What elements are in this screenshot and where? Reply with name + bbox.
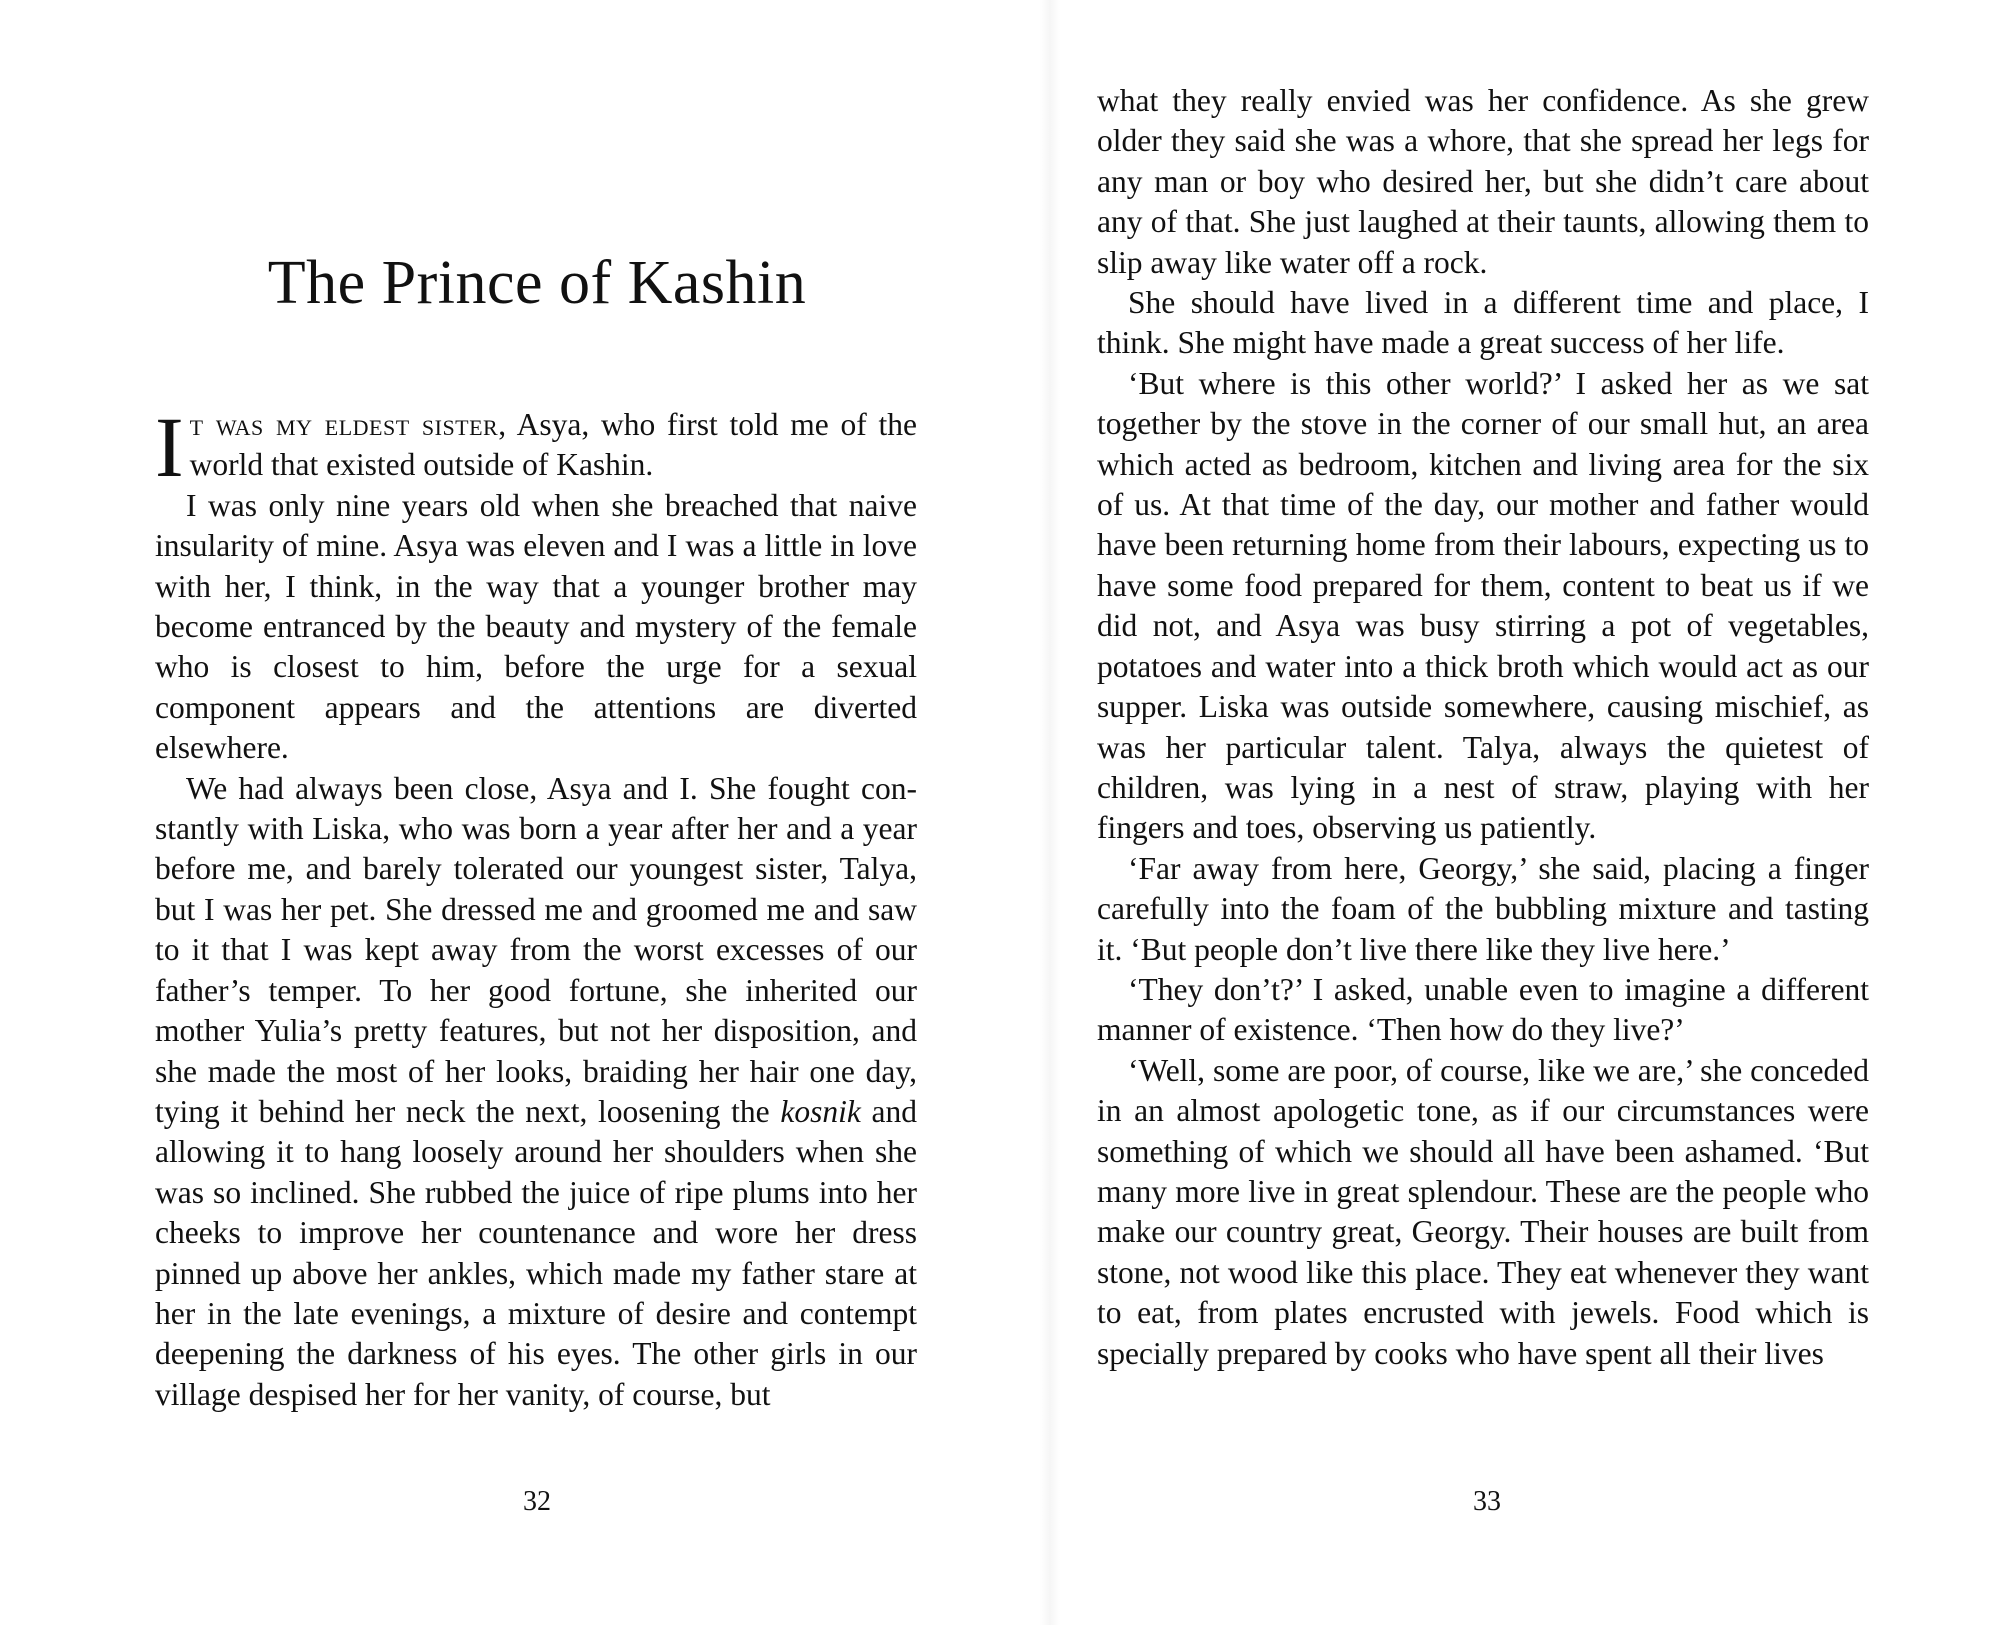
right-page <box>1060 0 2000 1625</box>
paragraph: ‘Far away from here, Georgy,’ she said, placing a finger carefully into the foam of the bubbling mixture and tasting it. ‘But people don’t live there like they live here.’ <box>1097 850 1869 967</box>
opening-paragraph <box>155 399 918 495</box>
italic-term: kosnik <box>780 1093 861 1129</box>
page-number-left: 32 <box>523 1486 551 1517</box>
paragraph <box>155 769 917 1416</box>
paragraph: ‘Well, some are poor, of course, like we are,’ she conceded in an almost apologetic tone, as if our circumstances were something of which we should all have been ashamed. ‘But many more live in great splendour. These are the people who make our country great, Georgy. Their houses are built from stone, not wood like this place. They eat whenever they want to eat, from plates encrusted with jewels. Food which is specially prepared by cooks who have spent all their lives <box>1097 1052 1869 1371</box>
drop-cap: I <box>155 399 184 495</box>
paragraph-text: and allowing it to hang loosely around her shoulders when she was so inclined. She rubbed the juice of ripe plums into her cheeks to improve her countenance and wore her dress pinned up above her ankles, which made my father stare at her in the late evenings, a mixture of desire and contempt deepening the darkness of his eyes. The other girls in our village despised her for her vanity, of course, but <box>155 1093 917 1412</box>
chapter-title: The Prince of Kashin <box>267 249 807 317</box>
paragraph: ‘But where is this other world?’ I asked her as we sat together by the stove in the corner of our small hut, an area which acted as bedroom, kitchen and living area for the six of us. At that time of the day, our mother and father would have been returning home from their labours, expecting us to have some food prepared for them, content to beat us if we did not, and Asya was busy stirring a pot of vegetables, potatoes and water into a thick broth which would act as our supper. Liska was outside somewhere, causing mischief, as was her particular talent. Talya, always the quietest of children, was lying in a nest of straw, playing with her fingers and toes, observing us patiently. <box>1097 365 1869 846</box>
paragraph: She should have lived in a different time and place, I think. She might have made a great success of her life. <box>1097 285 1869 361</box>
book-gutter <box>1040 0 1060 1625</box>
left-page-body <box>155 399 918 1415</box>
paragraph-text: We had always been close, Asya and I. She fought constantly with Liska, who was born a year after her and a year before me, and barely tolerated our youngest sister, Talya, but I was her pet. She dressed me and groomed me and saw to it that I was kept away from the worst excesses of our father’s temper. To her good fortune, she inherited our mother Yulia’s pretty features, but not her disposition, and she made the most of her looks, braiding her hair one day, tying it behind her neck the next, loosening the <box>155 770 917 1129</box>
continued-paragraph: what they really envied was her confidence. As she grew older they said she was a whore, that she spread her legs for any man or boy who desired her, but she didn’t care about any of that. She just laughed at their taunts, allowing them to slip away like water off a rock. <box>1097 83 1869 280</box>
right-page-body <box>1097 81 1869 1374</box>
page-number-right: 33 <box>1473 1486 1501 1517</box>
opening-paragraph-text: Asya, who first told me of the world that existed outside of Kashin. <box>189 407 918 483</box>
opening-small-caps: t was my eldest sister, <box>189 407 507 442</box>
paragraph: I was only nine years old when she breached that naive insularity of mine. Asya was eleven and I was a little in love with her, I think, in the way that a younger brother may become entranced by the beauty and mystery of the female who is closest to him, before the urge for a sexual component appears and the attentions are diverted elsewhere. <box>155 487 917 766</box>
paragraph: ‘They don’t?’ I asked, unable even to imagine a different manner of existence. ‘Then how do they live?’ <box>1097 971 1869 1048</box>
